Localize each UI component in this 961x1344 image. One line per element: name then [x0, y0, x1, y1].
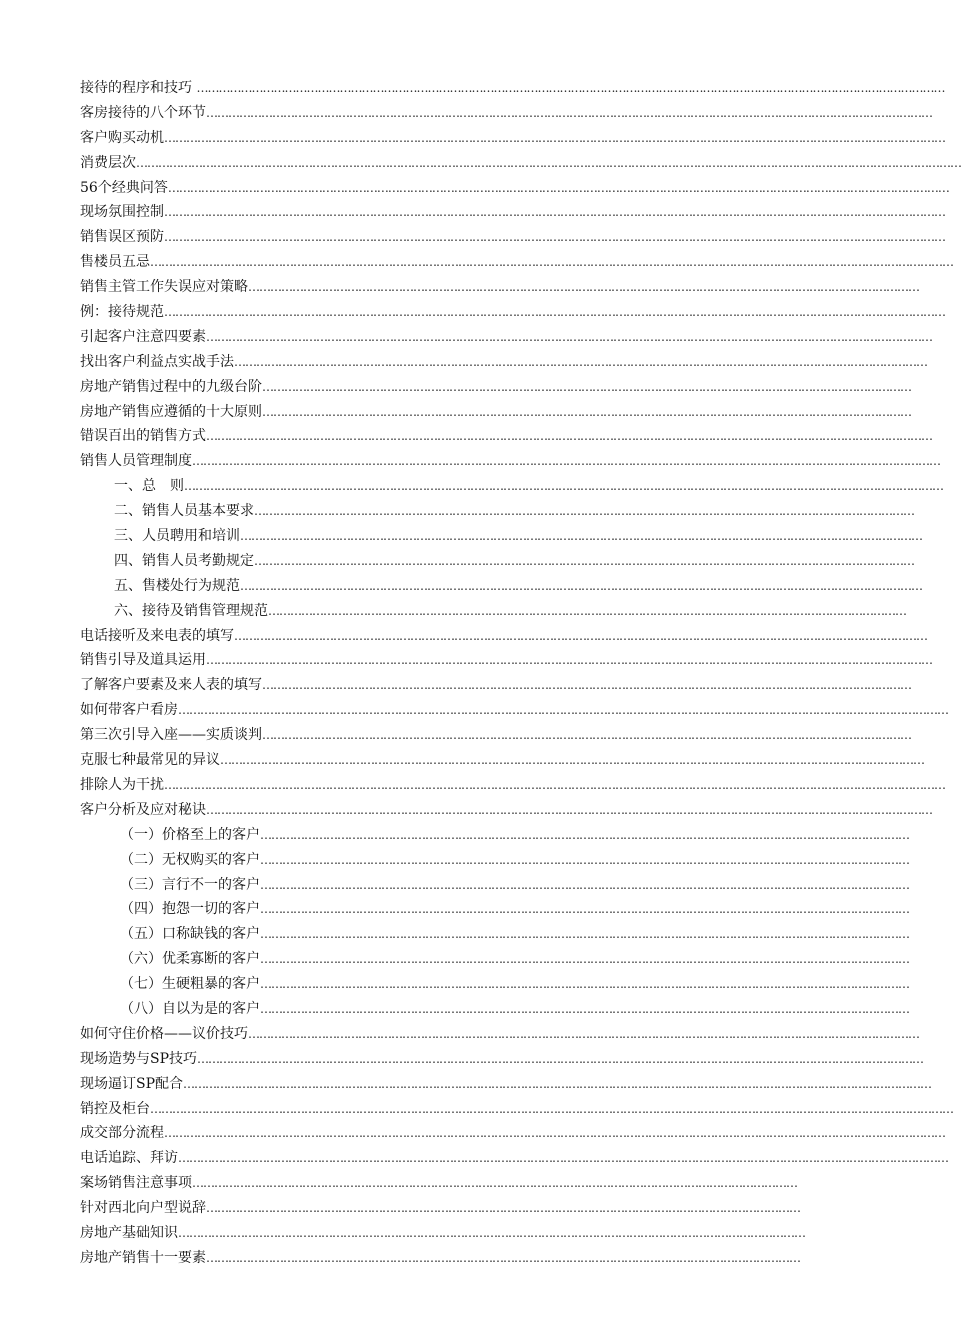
toc-dot-leader: …………………………………………………………………………………………………………………………………………………………… [260, 927, 909, 942]
toc-entry-label: 如何带客户看房 [80, 702, 178, 719]
toc-entry[interactable] [80, 698, 948, 723]
toc-entry[interactable] [80, 1196, 800, 1221]
toc-dot-leader: …………………………………………………………………………………………………………………………………………………………………………………… [192, 454, 940, 469]
toc-entry[interactable] [80, 897, 909, 922]
toc-entry-label: 错误百出的销售方式 [80, 428, 206, 445]
toc-dot-leader: …………………………………………………………………………………………………………………………………………………………… [262, 404, 911, 419]
toc-dot-leader: …………………………………………………………………………………………………………………………………………………………………………………………… [164, 1126, 945, 1141]
toc-entry-label: 接待的程序和技巧 [80, 80, 197, 96]
toc-entry-label: （八）自以为是的客户 [120, 1000, 260, 1017]
toc-entry[interactable] [80, 499, 914, 524]
toc-dot-leader: ……………………………………………………………………………………………………………………………………………………………………………………………………… [136, 155, 961, 170]
toc-entry[interactable] [80, 325, 932, 350]
toc-entry-label: 案场销售注意事项 [80, 1175, 192, 1192]
toc-entry-label: 六、接待及销售管理规范 [114, 602, 268, 619]
toc-dot-leader: ……………………………………………………………………………………………………………………………………………… [206, 1201, 800, 1216]
toc-dot-leader: …………………………………………………………………………………………………………………………………………………………………………………………… [164, 130, 945, 145]
toc-entry-label: 找出客户利益点实战手法 [80, 353, 234, 370]
toc-dot-leader: …………………………………………………………………………………………………………………………………………………………… [262, 379, 911, 394]
toc-entry-label: 如何守住价格——议价技巧 [80, 1025, 248, 1042]
toc-entry-label: 消费层次 [80, 154, 136, 171]
toc-dot-leader: …………………………………………………………………………………………………………………………………………………………………… [240, 529, 922, 544]
toc-entry[interactable] [80, 300, 945, 325]
toc-entry-label: 房地产销售过程中的九级台阶 [80, 378, 262, 395]
toc-entry-label: 房地产销售十一要素 [80, 1249, 206, 1266]
toc-entry[interactable] [80, 574, 922, 599]
toc-entry[interactable] [80, 474, 943, 499]
toc-entry-label: 电话接听及来电表的填写 [80, 627, 234, 644]
toc-dot-leader: ……………………………………………………………………………………………………………………………………………………………………… [234, 628, 927, 643]
toc-entry[interactable] [80, 549, 914, 574]
toc-entry[interactable] [80, 1171, 797, 1196]
toc-dot-leader: …………………………………………………………………………………………………………………………………………………………………… [240, 578, 922, 593]
toc-entry[interactable] [80, 823, 909, 848]
toc-entry-label: 销售主管工作失误应对策略 [80, 279, 248, 296]
toc-entry-label: 一、总 则 [114, 478, 184, 495]
toc-entry-label: 客户购买动机 [80, 129, 164, 146]
toc-entry-label: 客户分析及应对秘诀 [80, 801, 206, 818]
toc-entry-label: 现场氛围控制 [80, 204, 164, 221]
toc-entry[interactable] [80, 151, 961, 176]
toc-entry[interactable] [80, 250, 953, 275]
toc-entry-label: 针对西北向户型说辞 [80, 1200, 206, 1217]
toc-entry[interactable] [80, 922, 909, 947]
toc-entry[interactable] [80, 1221, 805, 1246]
toc-dot-leader: …………………………………………………………………………………………………………………………………………………………… [260, 952, 909, 967]
toc-entry-label: 克服七种最常见的异议 [80, 752, 220, 769]
toc-entry-label: 房地产销售应遵循的十大原则 [80, 403, 262, 420]
toc-entry-label: 56个经典问答 [80, 179, 168, 196]
toc-entry[interactable] [80, 723, 911, 748]
toc-entry-label: 引起客户注意四要素 [80, 328, 206, 345]
toc-dot-leader: …………………………………………………………………………………………………………………………………………………………………………………………… [164, 777, 945, 792]
toc-entry-label: 成交部分流程 [80, 1125, 164, 1142]
toc-entry[interactable] [80, 76, 945, 101]
toc-entry-label: 销控及柜台 [80, 1100, 150, 1117]
toc-dot-leader: ……………………………………………………………………………………………………………………………………………………… [178, 1225, 805, 1240]
toc-dot-leader: ……………………………………………………………………………………………………………………………………………………………………………… [206, 429, 932, 444]
toc-entry-label: （四）抱怨一切的客户 [120, 901, 260, 918]
toc-entry[interactable] [80, 648, 932, 673]
toc-dot-leader: …………………………………………………………………………………………………………………………………………………………… [260, 877, 909, 892]
toc-dot-leader: ………………………………………………………………………………………………………………………………………………………… [268, 603, 906, 618]
toc-dot-leader: ……………………………………………………………………………………………………………………………………………………………………………………… [184, 479, 943, 494]
toc-entry-label: 现场造势与SP技巧 [80, 1050, 198, 1067]
toc-entry[interactable] [80, 1121, 945, 1146]
toc-entry[interactable] [80, 1047, 924, 1072]
toc-dot-leader: ……………………………………………………………………………………………………………………………………………………………………………… [197, 1051, 924, 1066]
toc-entry-label: 销售引导及道具运用 [80, 652, 206, 669]
toc-entry-label: 排除人为干扰 [80, 776, 164, 793]
toc-dot-leader: ……………………………………………………………………………………………………………………………………………………………… [254, 504, 914, 519]
toc-entry[interactable] [80, 773, 945, 798]
toc-dot-leader: …………………………………………………………………………………………………………………………………………………………… [260, 827, 909, 842]
toc-entry[interactable] [80, 972, 909, 997]
toc-entry-label: 二、销售人员基本要求 [114, 503, 254, 520]
toc-entry[interactable] [80, 1022, 919, 1047]
toc-dot-leader: ……………………………………………………………………………………………………………………………………………………………………………… [206, 802, 932, 817]
toc-entry[interactable] [80, 275, 919, 300]
toc-entry-label: 房地产基础知识 [80, 1224, 178, 1241]
toc-entry[interactable] [80, 524, 922, 549]
toc-entry[interactable] [80, 599, 906, 624]
toc-dot-leader: …………………………………………………………………………………………………………………………………………………………………………………… [183, 1076, 932, 1091]
toc-entry[interactable] [80, 449, 940, 474]
toc-entry[interactable] [80, 873, 909, 898]
toc-dot-leader: …………………………………………………………………………………………………………………………………………………………… [260, 852, 909, 867]
toc-entry-label: 三、人员聘用和培训 [114, 528, 240, 545]
toc-dot-leader: …………………………………………………………………………………………………………………………………………………………………………………………… [164, 305, 945, 320]
toc-entry-label: 电话追踪、拜访 [80, 1150, 178, 1167]
toc-dot-leader: ………………………………………………………………………………………………………………………………………………………………………… [220, 753, 924, 768]
toc-dot-leader: ………………………………………………………………………………………………………………………………………………………………… [248, 280, 919, 295]
toc-dot-leader: ……………………………………………………………………………………………………………………………………………………………………… [234, 354, 927, 369]
toc-dot-leader: ………………………………………………………………………………………………………………………………………………………………… [248, 1026, 919, 1041]
toc-entry-label: 销售人员管理制度 [80, 453, 192, 470]
toc-dot-leader: ……………………………………………………………………………………………………………………………………………………………………………… [206, 653, 932, 668]
toc-dot-leader: …………………………………………………………………………………………………………………………………………………………………………………………… [164, 230, 945, 245]
toc-dot-leader: …………………………………………………………………………………………………………………………………………………………………………………………… [167, 180, 949, 195]
toc-dot-leader: …………………………………………………………………………………………………………………………………………………………………………………………… [164, 205, 945, 220]
toc-dot-leader: ……………………………………………………………………………………………………………………………………………………………… [254, 553, 914, 568]
toc-entry[interactable] [80, 225, 945, 250]
toc-entry[interactable] [80, 624, 927, 649]
toc-entry-label: （七）生硬粗暴的客户 [120, 976, 260, 993]
toc-entry[interactable] [80, 848, 909, 873]
toc-dot-leader: ………………………………………………………………………………………………………………………………………………………………………………………………… [150, 1101, 953, 1116]
toc-entry[interactable] [80, 798, 932, 823]
toc-entry-label: 售楼员五忌 [80, 254, 150, 271]
toc-entry-label: 现场逼订SP配合 [80, 1075, 184, 1092]
toc-dot-leader: …………………………………………………………………………………………………………………………………………………………………………………… [196, 81, 945, 95]
toc-entry-label: 销售误区预防 [80, 229, 164, 246]
toc-entry[interactable] [80, 375, 911, 400]
toc-entry-label: 例：接待规范 [80, 304, 164, 321]
toc-dot-leader: …………………………………………………………………………………………………………………………………………………………… [260, 902, 909, 917]
toc-entry-label: （六）优柔寡断的客户 [120, 951, 260, 968]
toc-entry[interactable] [80, 673, 911, 698]
toc-dot-leader: …………………………………………………………………………………………………………………………………………………………… [260, 977, 909, 992]
toc-entry-label: 第三次引导入座——实质谈判 [80, 727, 262, 744]
toc-entry-label: （三）言行不一的客户 [120, 876, 260, 893]
toc-entry[interactable] [80, 1097, 953, 1122]
toc-entry[interactable] [80, 400, 911, 425]
toc-dot-leader: ………………………………………………………………………………………………………………………………………………………………………………………………… [150, 255, 953, 270]
toc-entry[interactable] [80, 101, 932, 126]
toc-entry[interactable] [80, 1072, 932, 1097]
toc-entry[interactable] [80, 997, 909, 1022]
toc-dot-leader: …………………………………………………………………………………………………………………………………………………………… [260, 1001, 909, 1016]
table-of-contents [80, 76, 961, 1271]
toc-entry[interactable] [80, 1246, 800, 1271]
toc-dot-leader: ……………………………………………………………………………………………………………………………………………………………………………… [206, 105, 932, 120]
toc-entry[interactable] [80, 424, 932, 449]
toc-dot-leader: ……………………………………………………………………………………………………………………………………………………………………………… [206, 329, 932, 344]
toc-entry[interactable] [80, 947, 909, 972]
toc-entry-label: （一）价格至上的客户 [120, 826, 260, 843]
toc-dot-leader: ………………………………………………………………………………………………………………………………………………… [192, 1176, 797, 1191]
toc-entry[interactable] [80, 126, 945, 151]
toc-entry-label: （二）无权购买的客户 [120, 851, 260, 868]
toc-dot-leader: …………………………………………………………………………………………………………………………………………………………… [262, 728, 911, 743]
toc-entry-label: 客房接待的八个环节 [80, 104, 206, 121]
toc-entry[interactable] [80, 176, 949, 201]
toc-entry-label: 四、销售人员考勤规定 [114, 552, 254, 569]
toc-entry[interactable] [80, 1146, 948, 1171]
toc-dot-leader: ………………………………………………………………………………………………………………………………………………………………………………………… [178, 703, 948, 718]
toc-dot-leader: ………………………………………………………………………………………………………………………………………………………………………………………… [178, 1151, 948, 1166]
toc-dot-leader: …………………………………………………………………………………………………………………………………………………………… [262, 678, 911, 693]
toc-entry[interactable] [80, 748, 924, 773]
toc-dot-leader: ……………………………………………………………………………………………………………………………………………… [206, 1250, 800, 1265]
toc-entry-label: 了解客户要素及来人表的填写 [80, 677, 262, 694]
toc-entry[interactable] [80, 200, 945, 225]
toc-entry-label: （五）口称缺钱的客户 [120, 926, 260, 943]
toc-entry[interactable] [80, 350, 927, 375]
toc-entry-label: 五、售楼处行为规范 [114, 577, 240, 594]
